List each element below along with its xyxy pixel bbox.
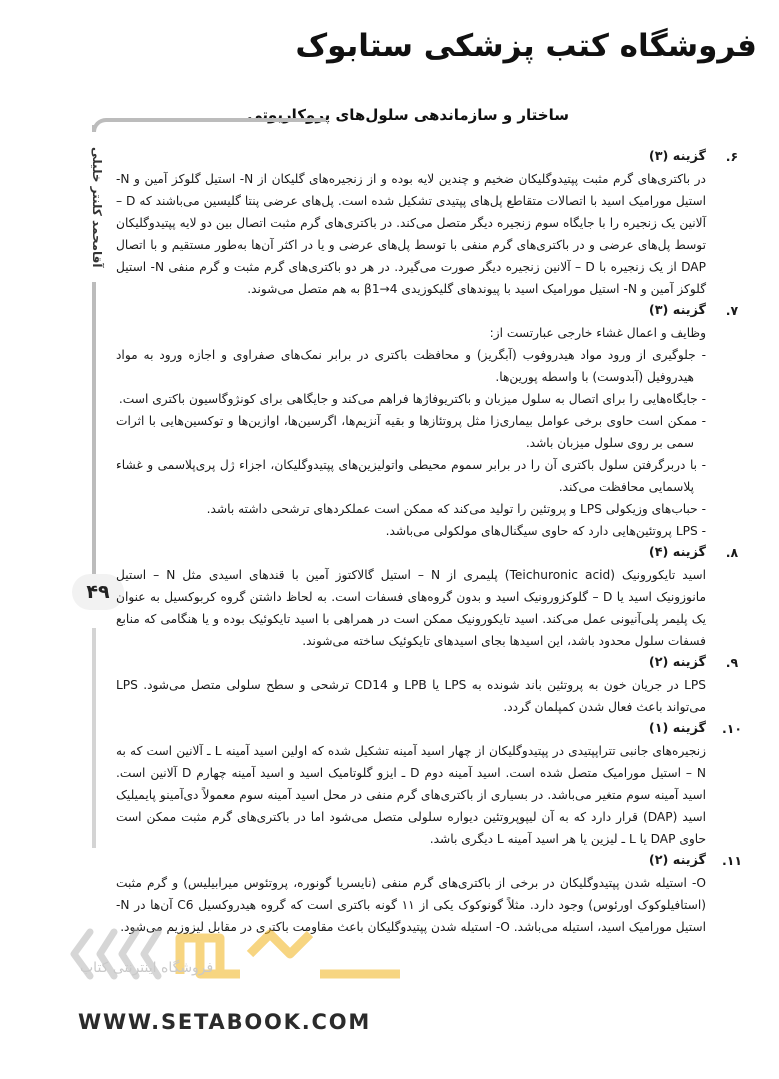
question-number: ۸.	[725, 545, 739, 560]
bullet-item: - حباب‌های وزیکولی LPS و پروتئین را تولید می‌کند که ممکن است عملکردهای ترشحی داشته باشد.	[116, 498, 706, 520]
bullet-item: - جلوگیری از ورود مواد هیدروفوب (آبگریز) و محافظت باکتری در برابر نمک‌های صفراوی و اجازه ورود به مواد هیدروفیل (آبدوست) با واسطه پورین‌ها.	[116, 344, 706, 388]
answer-option: گزینه (۳)	[648, 303, 706, 318]
question-10	[116, 718, 742, 850]
question-8	[116, 542, 739, 652]
answer-explanation: LPS در جریان خون به پروتئین باند شونده به LPS یا LPB و CD14 ترشحی و سطح سلولی متصل می‌شود. LPS می‌تواند باعث فعال شدن کمپلمان گردد.	[116, 678, 706, 714]
page-frame-top	[92, 118, 326, 132]
side-author-label: آقامحمد کلنتر خلیلی	[84, 132, 104, 282]
question-number: ۱۱.	[721, 853, 742, 868]
bullet-item: - جایگاه‌هایی را برای اتصال به سلول میزبان و باکتریوفاژها فراهم می‌کند و جایگاهی برای کونژوگاسیون باکتری است.	[116, 388, 706, 410]
answer-option: گزینه (۴)	[648, 545, 706, 560]
website-url: WWW.SETABOOK.COM	[78, 1010, 372, 1034]
answer-option: گزینه (۲)	[648, 655, 706, 670]
answer-explanation: زنجیره‌های جانبی تترا‌پپتیدی در پپتیدوگلیکان از چهار اسید آمینه تشکیل شده که اولین اسید آمینه L ـ آلانین است که به N – استیل مورامیک متصل شده است. اسید آمینه دوم D ـ ایزو گلوتامیک اسید و اسید آمینه چهارم D آلانین است. اسید آمینه سوم متغیر می‌باشد. در بسیاری از باکتری‌های گرم منفی در محل اسید آمینه سوم معمولاً دی‌آمینو پایمیلیک اسید (DAP) قرار دارد که به آن لیپوپروتئین دیواره سلولی متصل می‌شود اما در باکتری‌های گرم مثبت ممکن است حاوی DAP یا L ـ لیزین یا هر اسید آمینه L دیگری باشد.	[116, 744, 707, 846]
setabook-watermark-logo	[70, 918, 630, 988]
bullet-list	[116, 344, 706, 542]
answer-option: گزینه (۲)	[648, 853, 706, 868]
answer-option: گزینه (۱)	[648, 721, 706, 736]
question-number: ۹.	[725, 655, 739, 670]
answers-content	[116, 146, 742, 938]
answer-explanation: اسید تایکورونیک (Teichuronic acid) پلیمری از N – استیل گالاکتوز آمین با قندهای اسیدی مثل N – استیل مانوزونیک اسید یا D – گلوکزورونیک اسید و بدون گروه‌های فسفات است. به لحاظ داشتن گروه کربوکسیل به عنوان یک پلیمر پلی‌آنیونی عمل می‌کند. اسید تایکورونیک ممکن است در همراهی با اسید تایکوئیک بوده و یا هنگامی که منابع فسفات سلول محدود باشد، این اسیدها بجای اسیدهای تایکوئیک ساخته می‌شوند.	[116, 568, 706, 648]
answer-option: گزینه (۳)	[648, 149, 706, 164]
question-number: ۷.	[725, 303, 739, 318]
section-title: ساختار و سازماندهی سلول‌های پروکاریوتی	[247, 106, 569, 124]
store-title: فروشگاه کتب پزشکی ستابوک	[295, 28, 757, 64]
bullet-item: - LPS پروتئین‌هایی دارد که حاوی سیگنال‌های مولکولی می‌باشد.	[116, 520, 706, 542]
question-number: ۶.	[725, 149, 739, 164]
page-number: ۴۹	[72, 574, 124, 610]
question-number: ۱۰.	[721, 721, 742, 736]
answer-intro: وظایف و اعمال غشاء خارجی عبارتست از:	[489, 326, 706, 340]
bullet-item: - با دربرگرفتن سلول باکتری آن را در برابر سموم محیطی واتولیزین‌های پپتیدوگلیکان، اجزاء ژل پری‌پلاسمی و غشاء پلاسمایی محافظت می‌کند.	[116, 454, 706, 498]
bullet-item: - ممکن است حاوی برخی عوامل بیماری‌زا مثل پروتئازها و بقیه آنزیم‌ها، اگرسین‌ها، اوازین‌ها و توکسین‌هایی با اثرات سمی بر روی سلول میزبان باشد.	[116, 410, 706, 454]
watermark-brand-text: فروشگاه اینترنتی کتاب	[80, 960, 214, 976]
question-9	[116, 652, 739, 718]
page-frame-left-lower	[92, 628, 96, 848]
answer-explanation: در باکتری‌های گرم مثبت پپتیدوگلیکان ضخیم و چندین لایه بوده و از زنجیره‌های گلیکان از N- استیل گلوکز آمین و N- استیل مورامیک اسید با اتصالات متقاطع پل‌های پپتیدی تشکیل شده است. پل‌های عرضی پنتا گلیسین می‌باشند که D – آلانین یک زنجیره را با جایگاه سوم زنجیره دیگر متصل می‌کند. در باکتری‌های گرم مثبت اتصال بین دو لایه پپتیدوگلیکان توسط پل‌های عرضی و در باکتری‌های گرم منفی با توسط پل‌های عرضی و یا در اکثر آن‌ها به‌طور مستقیم و با اتصال DAP از یک زنجیره با D – آلانین زنجیره دیگر صورت می‌گیرد. در هر دو باکتری‌های گرم مثبت و گرم منفی N- استیل گلوکز آمین و N- استیل مورامیک اسید با پیوندهای گلیکوزیدی β1→4 به هم متصل می‌شوند.	[116, 172, 706, 296]
answer-explanation: O- استیله شدن پپتیدوگلیکان در برخی از باکتری‌های گرم منفی (نایسریا گونوره، پروتئوس میرابیلیس) و گرم مثبت (استافیلوکوک اورئوس) وجود دارد. مثلاً گونوکوک یکی از ۱۱ گونه باکتری است که گروه هیدروکسیل C6 آن‌ها در N- استیل مورامیک اسید، استیله می‌باشد. O- استیله شدن پپتیدوگلیکان باعث مقاومت باکتری در مقابل لیزوزیم می‌شود.	[116, 876, 706, 934]
question-7	[116, 300, 739, 542]
question-6	[116, 146, 739, 300]
